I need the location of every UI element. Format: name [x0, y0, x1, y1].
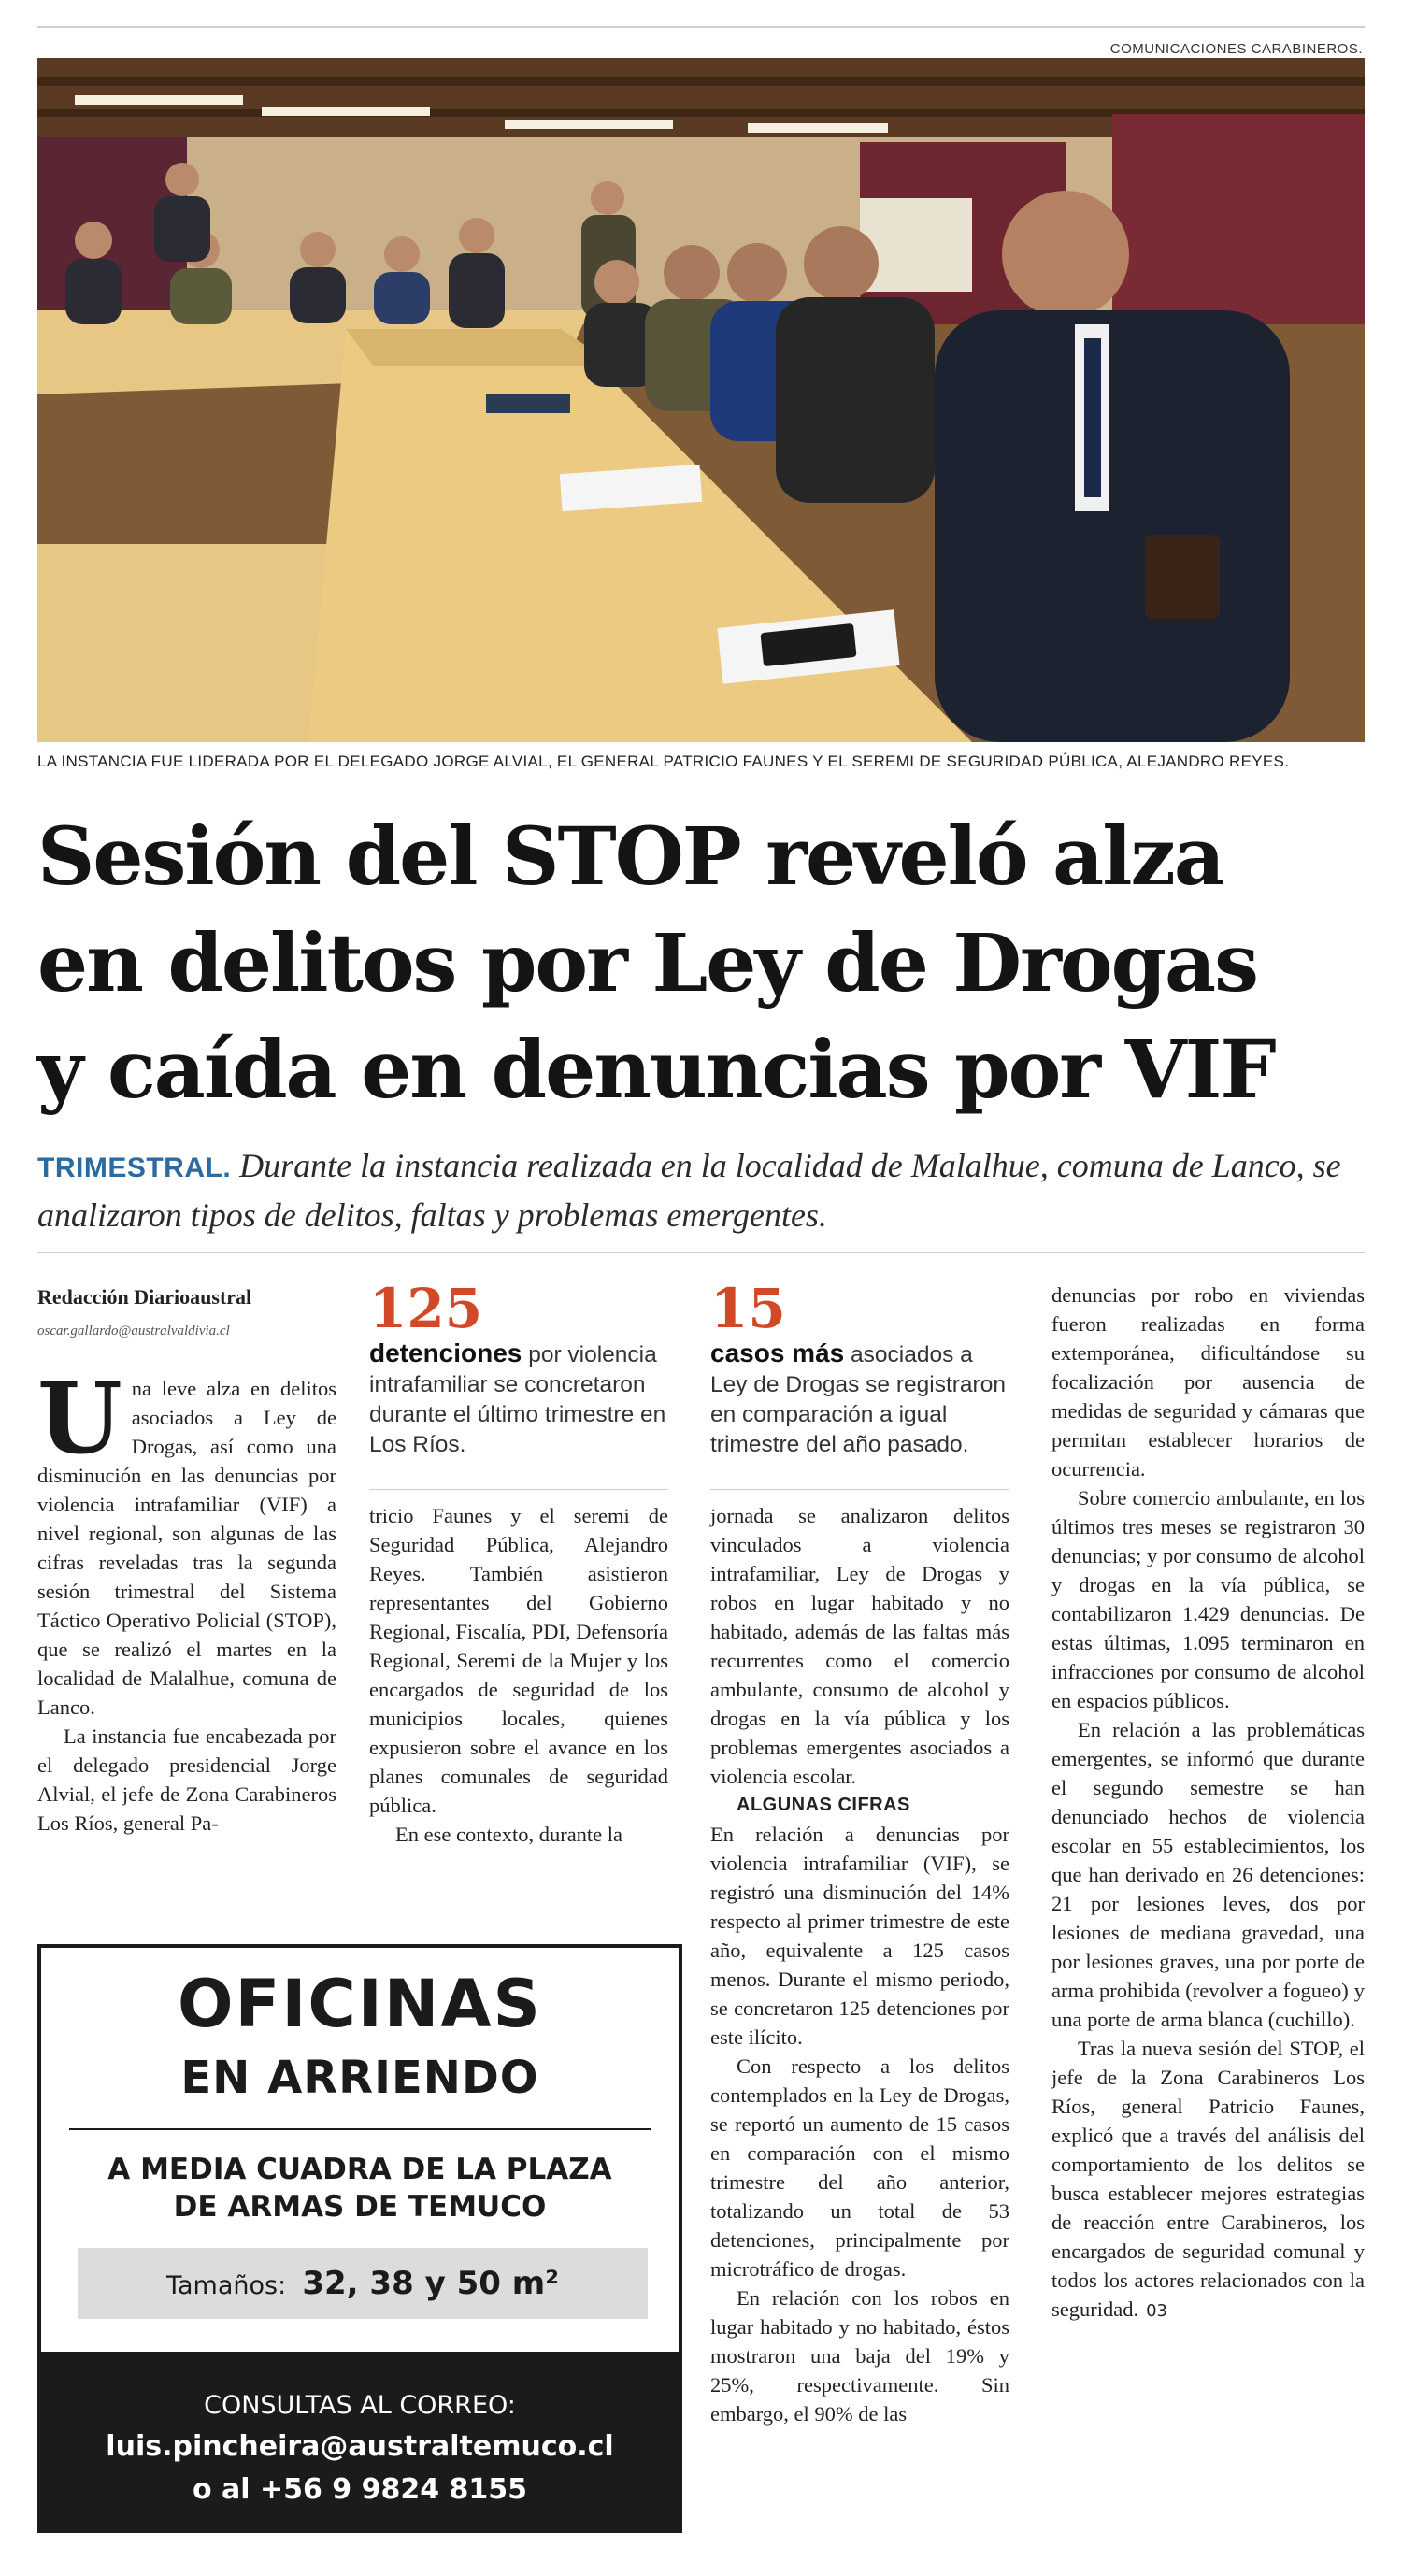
body-paragraph: En relación a las problemáticas emergentes, se informó que durante el segundo semestre se han denunciado hechos de violencia escolar en 55 establecimientos, los que han derivado en 26 detenciones: 21 por lesiones leves, dos por lesiones de mediana gravedad, una por lesiones graves, una por porte de arma prohibida (revolver a fogueo) y una porte de arma blanca (cuchillo).	[1052, 1718, 1365, 2031]
section-rule	[37, 1252, 1365, 1253]
headline-line: en delitos por Ley de Drogas	[37, 917, 1257, 1010]
fact-number: 15	[710, 1277, 786, 1340]
column-2	[369, 1501, 668, 1849]
ad-panel	[44, 1951, 676, 2349]
closing-mark: 03	[1146, 2301, 1168, 2321]
body-paragraph: jornada se analizaron delitos vinculados a violencia intrafamiliar, Ley de Drogas y robos en lugar habitado y no habitado, además de las faltas más recurrentes como el comercio ambulante, consumo de alcohol y drogas en la vía pública y los problemas emergentes asociados a violencia escolar.	[710, 1504, 1009, 1788]
fact-box-detentions	[369, 1279, 668, 1460]
body-paragraph: tricio Faunes y el seremi de Seguridad Pública, Alejandro Reyes. También asistieron representantes del Gobierno Regional, Fiscalía, PDI, Defensoría Regional, Seremi de la Mujer y los encargados de seguridad de los municipios locales, quienes expusieron sobre el avance en los planes comunales de seguridad pública.	[369, 1504, 668, 1817]
fact-rule	[369, 1489, 668, 1490]
body-paragraph	[1052, 2034, 1365, 2326]
photo-caption: LA INSTANCIA FUE LIDERADA POR EL DELEGADO JORGE ALVIAL, EL GENERAL PATRICIO FAUNES Y EL SEREMI DE SEGURIDAD PÚBLICA, ALEJANDRO REYES.	[37, 752, 1290, 770]
fact-bold: detenciones	[369, 1338, 522, 1367]
subhead: ALGUNAS CIFRAS	[737, 1795, 910, 1815]
byline-name: Redacción Diarioaustral	[37, 1285, 252, 1309]
fact-box-cases	[710, 1279, 1009, 1460]
body-paragraph: La instancia fue encabezada por el delegado presidencial Jorge Alvial, el jefe de Zona Carabineros Los Ríos, general Pa-	[37, 1724, 336, 1835]
body-paragraph: Sobre comercio ambulante, en los últimos tres meses se registraron 30 denuncias; y por consumo de alcohol y drogas en la vía pública, se contabilizaron 1.429 denuncias. De estas últimas, 1.095 terminaron en infracciones por consumo de alcohol en espacios públicos.	[1052, 1486, 1365, 1712]
drop-cap: U	[37, 1361, 122, 1476]
ad-location-line: A MEDIA CUADRA DE LA PLAZA	[107, 2153, 612, 2186]
body-paragraph: En relación a denuncias por violencia intrafamiliar (VIF), se registró una disminución del 14% respecto al primer trimestre de este año, equivalente a 125 casos menos. Durante el mismo periodo, se concretaron 125 detenciones por este ilícito.	[710, 1823, 1009, 2049]
kicker: TRIMESTRAL.	[37, 1152, 232, 1183]
ad-sizes	[78, 2248, 648, 2319]
ad-subtitle: EN ARRIENDO	[180, 2052, 539, 2104]
byline-email: oscar.gallardo@australvaldivia.cl	[37, 1324, 230, 1338]
meeting-room-illustration	[37, 58, 1365, 742]
fact-rest: por violencia intrafamiliar se concretaron durante el último trimestre en Los Ríos.	[369, 1342, 666, 1457]
fact-text	[710, 1338, 1009, 1460]
ad-location-line: DE ARMAS DE TEMUCO	[173, 2190, 547, 2224]
body-text: na leve alza en delitos asociados a Ley de Drogas, así como una disminución en las denuncias por violencia intrafamiliar (VIF) a nivel regional, son algunas de las cifras reveladas tras la segunda sesión trimestral del Sistema Táctico Operativo Policial (STOP), que se realizó el martes en la localidad de Malalhue, comuna de Lanco.	[37, 1377, 336, 1719]
ad-title: OFICINAS	[178, 1966, 542, 2042]
column-4	[1052, 1281, 1365, 2326]
body-paragraph: denuncias por robo en viviendas fueron realizadas en forma extemporánea, dificultándose su focalización por ausencia de medidas de seguridad y cámaras que permitan establecer horarios de ocurrencia.	[1052, 1283, 1365, 1481]
headline	[37, 804, 1365, 1123]
fact-number: 125	[369, 1277, 483, 1340]
body-paragraph	[37, 1361, 336, 1722]
ad-sizes-value: 32, 38 y 50 m²	[302, 2265, 560, 2302]
fact-text	[369, 1338, 668, 1460]
ad-sizes-label: Tamaños:	[165, 2271, 287, 2300]
advertisement	[37, 1944, 682, 2533]
headline-line: y caída en denuncias por VIF	[37, 1023, 1275, 1117]
ad-contact-label: CONSULTAS AL CORREO:	[204, 2391, 516, 2420]
ad-phone[interactable]: o al +56 9 9824 8155	[192, 2473, 528, 2506]
column-1	[37, 1282, 336, 1838]
fact-bold: casos más	[710, 1338, 845, 1367]
ad-frame	[41, 1948, 679, 2352]
fact-rest: asociados a Ley de Drogas se registraron en comparación a igual trimestre del año pasado.	[710, 1342, 1006, 1457]
body-paragraph: En ese contexto, durante la	[395, 1823, 623, 1846]
top-rule	[37, 26, 1365, 28]
body-paragraph: Con respecto a los delitos contemplados en la Ley de Drogas, se reportó un aumento de 15 casos en comparación con el mismo trimestre del año anterior, totalizando un total de 53 detenciones, principalmente por microtráfico de drogas.	[710, 2054, 1009, 2281]
ad-divider	[69, 2128, 651, 2130]
photo-credit: COMUNICACIONES CARABINEROS.	[1109, 41, 1363, 57]
body-paragraph: En relación con los robos en lugar habitado y no habitado, éstos mostraron una baja del 19% y 25%, respectivamente. Sin embargo, el 90% de las	[710, 2286, 1009, 2426]
fact-rule	[710, 1489, 1009, 1490]
lead-text: Durante la instancia realizada en la localidad de Malalhue, comuna de Lanco, se analizaron tipos de delitos, faltas y problemas emergentes.	[37, 1147, 1341, 1234]
lead-paragraph	[37, 1142, 1365, 1239]
body-text: Tras la nueva sesión del STOP, el jefe de la Zona Carabineros Los Ríos, general Patricio Faunes, explicó que a través del análisis del comportamiento de los delitos se busca establecer mejores estrategias de reacción entre Carabineros, los encargados de seguridad comunal y todos los actores relacionados con la seguridad.	[1052, 2037, 1365, 2321]
headline-line: Sesión del STOP reveló alza	[37, 810, 1223, 904]
column-3	[710, 1501, 1009, 2428]
ad-email[interactable]: luis.pincheira@australtemuco.cl	[106, 2430, 614, 2463]
article-photo	[37, 58, 1365, 742]
ad-location	[44, 2151, 676, 2225]
